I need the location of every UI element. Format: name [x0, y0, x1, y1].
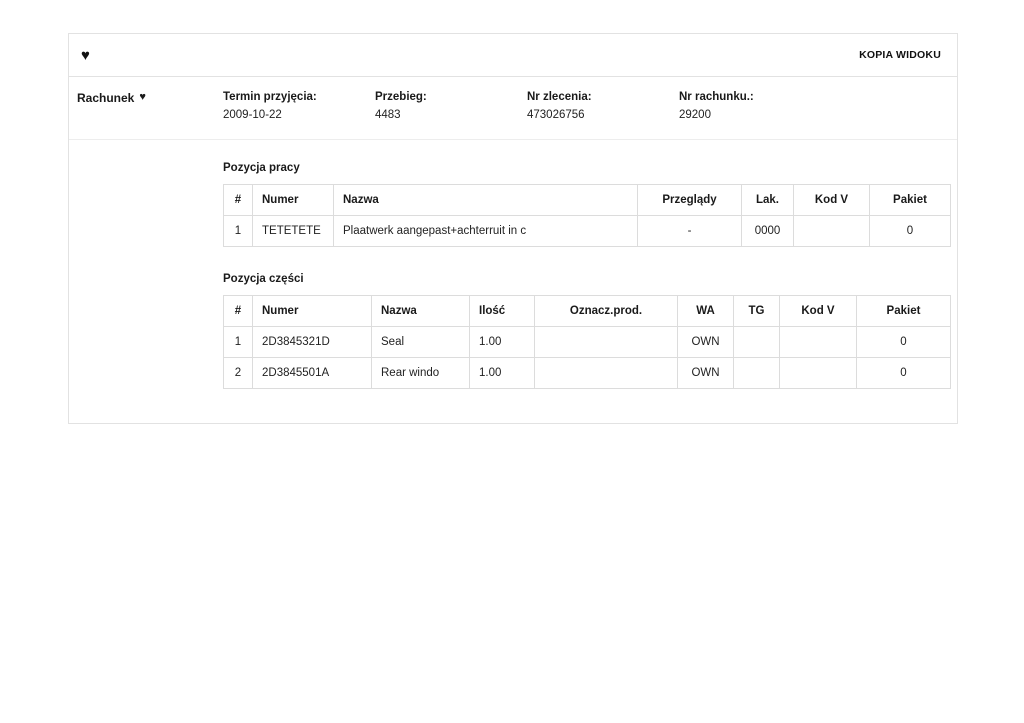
col-packet: Pakiet — [870, 185, 951, 216]
collapse-caret-icon[interactable]: ♥ — [81, 46, 90, 64]
meta-value: 2009-10-22 — [223, 109, 282, 121]
cell-number: TETETETE — [253, 216, 334, 247]
col-tg: TG — [734, 296, 780, 327]
parts-section-title: Pozycja części — [223, 273, 304, 285]
col-number: Numer — [253, 185, 334, 216]
col-packet: Pakiet — [857, 296, 951, 327]
document-body — [69, 140, 957, 423]
cell-quantity: 1.00 — [470, 327, 535, 358]
col-name: Nazwa — [372, 296, 470, 327]
col-lacquer: Lak. — [742, 185, 794, 216]
meta-field-reception-date — [223, 91, 375, 121]
table-row — [224, 358, 951, 389]
cell-lacquer: 0000 — [742, 216, 794, 247]
cell-kod-v — [794, 216, 870, 247]
cell-tg — [734, 358, 780, 389]
cell-wa: OWN — [678, 358, 734, 389]
cell-index: 2 — [224, 358, 253, 389]
cell-kod-v — [780, 358, 857, 389]
col-product-mark: Oznacz.prod. — [535, 296, 678, 327]
col-wa: WA — [678, 296, 734, 327]
cell-inspections: - — [638, 216, 742, 247]
col-quantity: Ilość — [470, 296, 535, 327]
cell-name: Rear windo — [372, 358, 470, 389]
document-panel — [68, 33, 958, 424]
table-header-row — [224, 185, 951, 216]
meta-field-mileage — [375, 91, 527, 121]
cell-number: 2D3845321D — [253, 327, 372, 358]
cell-number: 2D3845501A — [253, 358, 372, 389]
cell-name: Seal — [372, 327, 470, 358]
meta-label: Nr zlecenia: — [527, 91, 592, 103]
col-kod-v: Kod V — [780, 296, 857, 327]
meta-value: 29200 — [679, 109, 711, 121]
table-row — [224, 216, 951, 247]
col-index: # — [224, 296, 253, 327]
document-type-selector[interactable] — [77, 91, 223, 121]
meta-value: 473026756 — [527, 109, 585, 121]
cell-name: Plaatwerk aangepast+achterruit in c — [334, 216, 638, 247]
document-type-label: Rachunek — [77, 91, 135, 105]
work-positions-table — [223, 184, 951, 247]
cell-product-mark — [535, 358, 678, 389]
document-meta-row — [69, 77, 957, 140]
meta-value: 4483 — [375, 109, 401, 121]
meta-label: Nr rachunku.: — [679, 91, 754, 103]
table-header-row — [224, 296, 951, 327]
col-number: Numer — [253, 296, 372, 327]
col-index: # — [224, 185, 253, 216]
cell-packet: 0 — [870, 216, 951, 247]
meta-field-invoice-number — [679, 91, 831, 121]
cell-quantity: 1.00 — [470, 358, 535, 389]
cell-tg — [734, 327, 780, 358]
cell-packet: 0 — [857, 358, 951, 389]
document-toolbar — [69, 34, 957, 77]
cell-product-mark — [535, 327, 678, 358]
cell-kod-v — [780, 327, 857, 358]
chevron-down-icon: ♥ — [139, 91, 146, 103]
cell-index: 1 — [224, 327, 253, 358]
col-kod-v: Kod V — [794, 185, 870, 216]
work-section-title: Pozycja pracy — [223, 162, 300, 174]
meta-label: Termin przyjęcia: — [223, 91, 317, 103]
col-name: Nazwa — [334, 185, 638, 216]
meta-field-order-number — [527, 91, 679, 121]
cell-wa: OWN — [678, 327, 734, 358]
cell-packet: 0 — [857, 327, 951, 358]
cell-index: 1 — [224, 216, 253, 247]
meta-label: Przebieg: — [375, 91, 427, 103]
copy-view-button[interactable]: KOPIA WIDOKU — [859, 49, 941, 61]
parts-positions-table — [223, 295, 951, 389]
col-inspections: Przeglądy — [638, 185, 742, 216]
table-row — [224, 327, 951, 358]
